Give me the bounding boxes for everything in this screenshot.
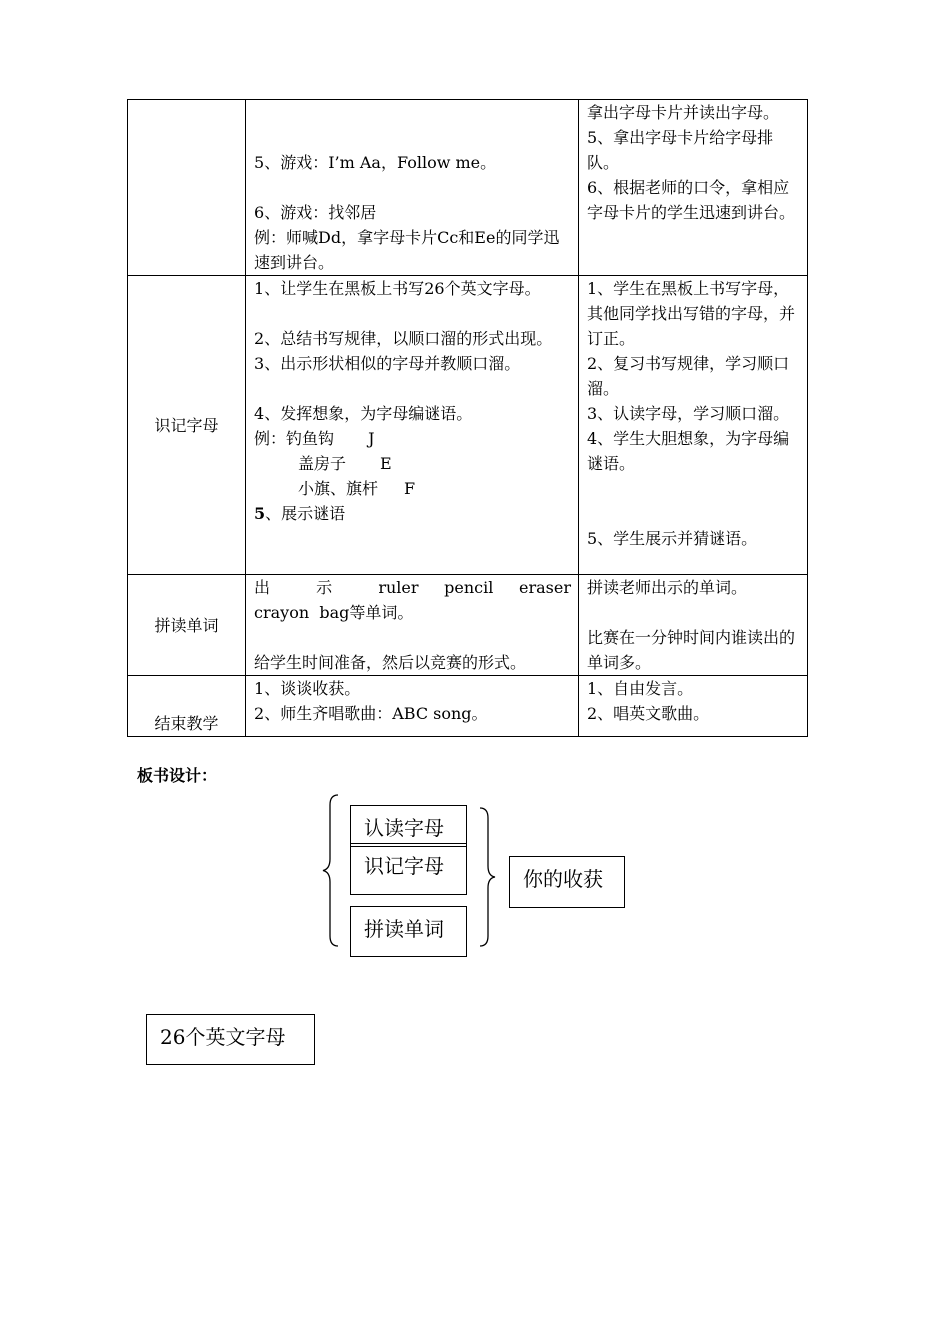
left-brace-icon bbox=[318, 793, 342, 948]
student-show-riddles: 5、学生展示并猜谜语。 bbox=[586, 529, 758, 548]
riddle-show-text: 、展示谜语 bbox=[265, 504, 346, 523]
teacher-activity-cell bbox=[246, 100, 579, 276]
student-card-read: 拿出字母卡片并读出字母。 bbox=[586, 103, 779, 122]
student-review-rules: 2、复习书写规律，学习顺口溜。 bbox=[586, 354, 790, 398]
teacher-activity-cell bbox=[246, 575, 579, 676]
student-activity-cell bbox=[578, 276, 807, 575]
riddle-example-1: 例：钓鱼钩 J bbox=[254, 429, 375, 448]
student-spell-words: 拼读老师出示的单词。 bbox=[586, 578, 747, 597]
teacher-harvest: 1、谈谈收获。 bbox=[254, 679, 361, 698]
riddle-letter: F bbox=[404, 479, 416, 498]
teacher-sing: 2、师生齐唱歌曲：ABC song。 bbox=[254, 704, 488, 723]
board-design-title: 板书设计： bbox=[137, 766, 218, 785]
student-sing: 2、唱英文歌曲。 bbox=[586, 704, 710, 723]
teacher-game-aa: 5、游戏：I’m Aa，Follow me。 bbox=[254, 153, 497, 172]
student-competition: 比赛在一分钟时间内谁读出的单词多。 bbox=[586, 628, 795, 672]
teacher-write-letters: 1、让学生在黑板上书写26个英文字母。 bbox=[254, 279, 541, 298]
riddle-word: 盖房子 bbox=[298, 454, 347, 473]
teacher-show-words: 出 示 ruler pencil eraser bbox=[254, 578, 571, 597]
riddle-example-2 bbox=[254, 451, 571, 476]
teacher-game-neighbor: 6、游戏：找邻居 bbox=[254, 203, 377, 222]
lesson-plan-table bbox=[127, 99, 808, 737]
student-card-order: 5、拿出字母卡片给字母排队。 bbox=[586, 128, 774, 172]
box-memorize-letters: 识记字母 bbox=[350, 843, 467, 895]
right-brace-icon bbox=[476, 806, 500, 948]
teacher-competition: 给学生时间准备，然后以竞赛的形式。 bbox=[254, 653, 527, 672]
student-activity-cell bbox=[578, 100, 807, 276]
teacher-activity-cell bbox=[246, 676, 579, 737]
box-read-letters: 认读字母 bbox=[350, 805, 467, 847]
section-cell-empty bbox=[128, 100, 246, 276]
riddle-word: 钓鱼钩 bbox=[286, 429, 335, 448]
teacher-show-words-cont: crayon bag等单词。 bbox=[254, 603, 414, 622]
student-write-letters: 1、学生在黑板上书写字母，其他同学找出写错的字母，并订正。 bbox=[586, 279, 795, 348]
teacher-summarize-rules: 2、总结书写规律，以顺口溜的形式出现。 bbox=[254, 329, 553, 348]
table-row bbox=[128, 676, 808, 737]
riddle-example-3 bbox=[254, 476, 571, 501]
teacher-riddle-task: 4、发挥想象，为字母编谜语。 bbox=[254, 404, 473, 423]
table-row bbox=[128, 276, 808, 575]
riddle-show-number: 5 bbox=[254, 504, 266, 523]
box-spell-words: 拼读单词 bbox=[350, 906, 467, 957]
teacher-game-neighbor-example: 例：师喊Dd，拿字母卡片Cc和Ee的同学迅速到讲台。 bbox=[254, 228, 560, 272]
riddle-letter: E bbox=[380, 454, 392, 473]
riddle-letter: J bbox=[368, 429, 375, 448]
section-cell-memorize: 识记字母 bbox=[128, 276, 246, 575]
table-row bbox=[128, 100, 808, 276]
student-activity-cell bbox=[578, 676, 807, 737]
student-speak: 1、自由发言。 bbox=[586, 679, 694, 698]
table-row bbox=[128, 575, 808, 676]
student-card-run: 6、根据老师的口令，拿相应字母卡片的学生迅速到讲台。 bbox=[586, 178, 795, 222]
section-cell-spell: 拼读单词 bbox=[128, 575, 246, 676]
riddle-word: 小旗、旗杆 bbox=[298, 479, 379, 498]
student-activity-cell bbox=[578, 575, 807, 676]
box-harvest: 你的收获 bbox=[509, 856, 625, 908]
teacher-show-riddles bbox=[254, 501, 571, 526]
box-26-letters: 26个英文字母 bbox=[146, 1014, 315, 1065]
teacher-similar-letters: 3、出示形状相似的字母并教顺口溜。 bbox=[254, 354, 521, 373]
teacher-activity-cell bbox=[246, 276, 579, 575]
student-read-letters: 3、认读字母，学习顺口溜。 bbox=[586, 404, 790, 423]
student-imagine-riddles: 4、学生大胆想象，为字母编谜语。 bbox=[586, 429, 790, 473]
section-cell-closing: 结束教学 bbox=[128, 676, 246, 737]
